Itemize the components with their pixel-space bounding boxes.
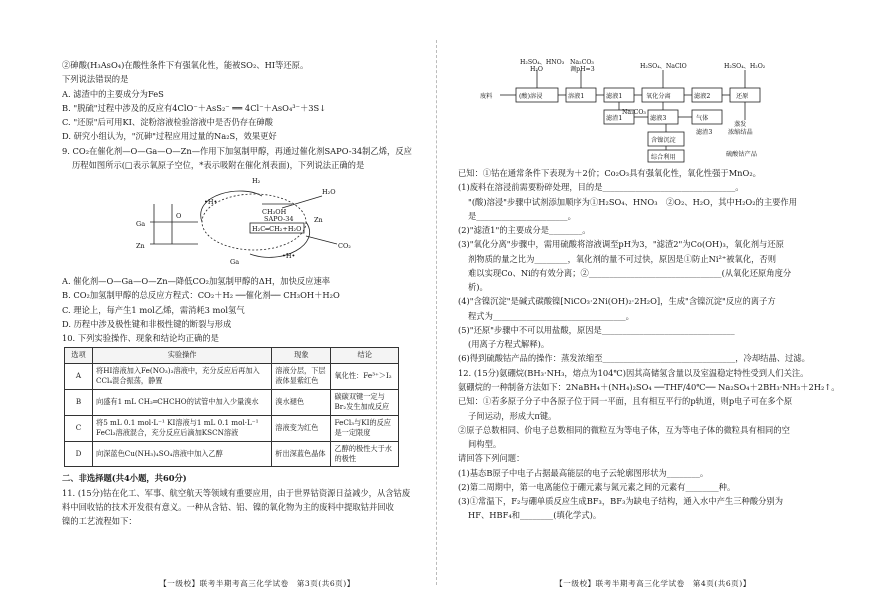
flow-step: (酸)溶浸 bbox=[519, 93, 543, 100]
table-cell: D bbox=[65, 441, 93, 467]
label-zn: Zn bbox=[136, 242, 145, 251]
process-flow-diagram bbox=[458, 58, 848, 164]
option-a: A. 滤渣中的主要成分为FeS bbox=[62, 88, 164, 99]
table-cell: 溴水褪色 bbox=[272, 389, 331, 415]
question-11-stem-cont: 镍的工艺流程如下： bbox=[62, 516, 137, 527]
page-footer: 【一级校】联考半期考高三化学试卷 第3页(共6页)】 bbox=[159, 578, 355, 588]
flow-step: 溶液1 bbox=[568, 93, 585, 100]
text-line: (5)"还原"步骤中不可以用盐酸，原因是________________________________ bbox=[458, 324, 735, 335]
reagent-label: 调pH=3 bbox=[570, 66, 595, 73]
mechanism-svg bbox=[132, 174, 382, 272]
text-line: 是______________________。 bbox=[468, 210, 576, 221]
table-cell: 析出深蓝色晶体 bbox=[272, 441, 331, 467]
option-d: D. 研究小组认为，"沉砷"过程应用过量的Na₂S，效果更好 bbox=[62, 131, 277, 142]
text-line: 氨硼烷的一种制备方法如下：2NaBH₄＋(NH₄)₂SO₄ ──THF/40℃── Na₂SO₄＋2BH₃·NH₃＋2H₂↑。 bbox=[458, 381, 840, 392]
exam-page-3 bbox=[62, 58, 452, 590]
table-cell: 将HI溶液加入Fe(NO₃)₃溶液中，充分反应后再加入CCl₄混合振荡，静置 bbox=[93, 363, 272, 389]
table-cell: FeCl₃与KI的反应是一定限度 bbox=[331, 415, 399, 441]
text-line: 下列说法错误的是 bbox=[62, 74, 129, 85]
flow-step: 蒸发 bbox=[734, 121, 747, 128]
flow-step: 还原 bbox=[736, 93, 749, 100]
table-header: 现象 bbox=[272, 348, 331, 363]
question-11-stem-cont: 料中回收钴的技术开发很有意义。一种从含钴、铝、镍的氧化物为主的废料中提取钴并回收 bbox=[62, 501, 394, 512]
text-line: 间构型。 bbox=[468, 439, 502, 450]
text-line: 析)。 bbox=[468, 282, 488, 293]
flow-step: 滤液3 bbox=[650, 115, 667, 122]
table-header-row bbox=[65, 348, 399, 363]
flow-step: 滤液1 bbox=[606, 93, 623, 100]
table-cell: 氧化性：Fe³⁺＞I₂ bbox=[331, 363, 399, 389]
table-cell: 碳碳双键一定与Br₂发生加成反应 bbox=[331, 389, 399, 415]
question-11-stem: 11. (15分)钴在化工、军事、航空航天等领域有重要应用，由于世界钴资源日益减少，从含钴废 bbox=[62, 487, 411, 498]
table-header: 实验操作 bbox=[93, 348, 272, 363]
feed-label: 废料 bbox=[480, 93, 493, 100]
experiment-table bbox=[64, 347, 399, 467]
option-c: C. 理论上，每产生1 mol乙烯，需消耗3 mol氢气 bbox=[62, 304, 245, 315]
table-cell: C bbox=[65, 415, 93, 441]
text-line: HF、HBF₄和________(填化学式)。 bbox=[468, 510, 602, 521]
option-b: B. CO₂加氢制甲醇的总反应方程式：CO₂＋H₂ ──催化剂── CH₃OH＋H₂O bbox=[62, 290, 340, 301]
table-row bbox=[65, 363, 399, 389]
option-c: C. "还原"后可用KI、淀粉溶液检验溶液中是否仍存在砷酸 bbox=[62, 117, 273, 128]
text-line: (1)废料在溶浸前需要粉碎处理，目的是________________________________。 bbox=[458, 182, 744, 193]
text-line: 难以实现Co、Ni的有效分离；②________________________________(从氧化还原角度分 bbox=[468, 267, 792, 278]
reagent-label: H₂SO₄、HNO₃ bbox=[520, 59, 565, 66]
text-line: 已知：①钴在通常条件下表现为＋2价；Co₂O₃具有强氧化性，氧化性强于MnO₂。 bbox=[458, 168, 761, 178]
question-11-subquestions bbox=[458, 166, 848, 366]
reagent-label: Na₂CO₃ bbox=[570, 59, 594, 66]
reagent-label: H₂SO₄、NaClO bbox=[640, 63, 687, 70]
question-8-options bbox=[62, 58, 452, 144]
table-cell: A bbox=[65, 363, 93, 389]
table-cell: 向深蓝色Cu(NH₃)₄SO₄溶液中加入乙醇 bbox=[93, 441, 272, 467]
table-header: 选项 bbox=[65, 348, 93, 363]
text-line: 剂物质的量之比为________，氧化剂的量不可过快，原因是①防止Ni²⁺被氧化，否则 bbox=[468, 253, 777, 264]
flow-step: 滤渣1 bbox=[606, 115, 623, 122]
section-heading: 二、非选择题(共4小题，共60分) bbox=[62, 473, 187, 484]
text-line: (用离子方程式解释)。 bbox=[468, 339, 550, 350]
label-h2o: H₂O bbox=[322, 188, 336, 197]
question-9-stem-cont: 历程如图所示(□表示氧原子空位，*表示吸附在催化剂表面)，下列说法正确的是 bbox=[72, 159, 365, 170]
table-cell: B bbox=[65, 389, 93, 415]
text-line: (6)得到硫酸钴产品的操作：蒸发浓缩至________________________________，冷却结晶、过滤。 bbox=[458, 353, 810, 364]
flow-step: 气体 bbox=[696, 115, 709, 122]
label-ga: Ga bbox=[136, 220, 146, 229]
reaction-mechanism-diagram bbox=[132, 174, 382, 272]
reagent-label: H₂O bbox=[530, 66, 543, 73]
text-line: (1)基态B原子中电子占据最高能层的电子云轮廓图形状为________。 bbox=[458, 467, 709, 478]
text-line: (3)①常温下，F₂与硼单质反应生成BF₃，BF₃为缺电子结构，通入水中产生三种酸分别为 bbox=[458, 496, 783, 507]
table-row bbox=[65, 441, 399, 467]
flow-step: 浓缩结晶 bbox=[728, 129, 753, 136]
question-10-stem: 10. 下列实验操作、现象和结论均正确的是 bbox=[62, 333, 219, 344]
question-12-stem: 12. (15分)氨硼烷(BH₃·NH₃，熔点为104℃)因其高储氢含量以及室温稳定特性受到人们关注。 bbox=[458, 367, 809, 378]
text-line: (2)"滤渣1"的主要成分是________。 bbox=[458, 225, 591, 236]
text-line: (4)"含镍沉淀"是碱式碳酸镍[NiCO₃·2Ni(OH)₂·2H₂O]，生成"含镍沉淀"反应的离子方 bbox=[458, 296, 776, 307]
table-header: 结论 bbox=[331, 348, 399, 363]
label-sapo: SAPO-34 bbox=[264, 215, 294, 224]
flow-step: 硫酸钴产品 bbox=[726, 151, 757, 158]
label-ch3oh: CH₃OH bbox=[262, 208, 287, 217]
question-12 bbox=[458, 366, 848, 523]
label-zn-2: Zn bbox=[314, 216, 323, 225]
option-b: B. "脱硫"过程中涉及的反应有4ClO⁻＋AsS₂⁻ ══ 4Cl⁻＋AsO₄³⁻＋3S↓ bbox=[62, 102, 327, 113]
option-a: A. 催化剂—O—Ga—O—Zn—降低CO₂加氢制甲醇的ΔH，加快反应速率 bbox=[62, 276, 331, 287]
flow-step: 滤渣3 bbox=[696, 129, 713, 136]
flow-step: 综合利用 bbox=[651, 154, 676, 161]
text-line: 已知：①若多原子分子中各原子位于同一平面，且有相互平行的p轨道，则p电子可在多个原 bbox=[458, 396, 793, 407]
flow-svg bbox=[458, 58, 848, 164]
question-9-stem: 9. CO₂在催化剂—O—Ga—O—Zn—作用下加氢制甲醇，再通过催化剂SAPO-34制乙烯，反应 bbox=[62, 145, 412, 156]
table-cell: 向盛有1 mL CH₂═CHCHO的试管中加入少量溴水 bbox=[93, 389, 272, 415]
text-line: 请回答下列问题： bbox=[458, 453, 525, 464]
flow-step: 滤液2 bbox=[694, 93, 711, 100]
page-footer: 【一级校】联考半期考高三化学试卷 第4页(共6页)】 bbox=[555, 578, 751, 588]
text-line: (3)"氧化分离"步骤中，需用硫酸将溶液调至pH为3，"滤渣2"为Co(OH)₃，氧化剂与还原 bbox=[458, 239, 784, 250]
label-o: O bbox=[176, 212, 182, 221]
reagent-label: H₂SO₄、H₂O₂ bbox=[724, 63, 766, 70]
flow-step: 含镍沉淀 bbox=[651, 137, 676, 144]
table-cell: 将5 mL 0.1 mol·L⁻¹ KI溶液与1 mL 0.1 mol·L⁻¹ FeCl₃溶液混合，充分反应后滴加KSCN溶液 bbox=[93, 415, 272, 441]
reagent-label: Na₂CO₃ bbox=[622, 109, 646, 116]
label-ga-2: Ga bbox=[230, 258, 240, 267]
table-cell: 溶液分层，下层液体显紫红色 bbox=[272, 363, 331, 389]
table-row bbox=[65, 415, 399, 441]
label-h-radical: •H• bbox=[204, 198, 218, 207]
label-h-radical-2: •H• bbox=[282, 252, 296, 261]
text-line: (2)第二周期中，第一电离能位于硼元素与氮元素之间的元素有________种。 bbox=[458, 481, 736, 492]
text-line: 子间运动，形成大π键。 bbox=[468, 410, 557, 421]
table-cell: 溶液变为红色 bbox=[272, 415, 331, 441]
flow-step: 氧化分离 bbox=[646, 93, 671, 100]
label-h2: H₂ bbox=[252, 177, 261, 186]
text-line: ②原子总数相同、价电子总数相同的微粒互为等电子体，互为等电子体的微粒具有相同的空 bbox=[458, 424, 790, 435]
table-row bbox=[65, 389, 399, 415]
option-d: D. 历程中涉及极性键和非极性键的断裂与形成 bbox=[62, 318, 232, 329]
table-cell: 乙醇的极性大于水的极性 bbox=[331, 441, 399, 467]
text-line: ②砷酸(H₃AsO₄)在酸性条件下有强氧化性，能被SO₂、HI等还原。 bbox=[62, 60, 309, 70]
label-co2: CO₂ bbox=[338, 242, 351, 251]
text-line: "(酸)溶浸"步骤中试剂添加顺序为①H₂SO₄、HNO₃ ②O₂、H₂O，其中H₂O₂的主要作用 bbox=[468, 196, 798, 207]
label-product: H₂C═CH₂+H₂O bbox=[252, 225, 302, 234]
exam-page-4 bbox=[458, 58, 848, 590]
text-line: 程式为________________________________。 bbox=[468, 310, 634, 321]
